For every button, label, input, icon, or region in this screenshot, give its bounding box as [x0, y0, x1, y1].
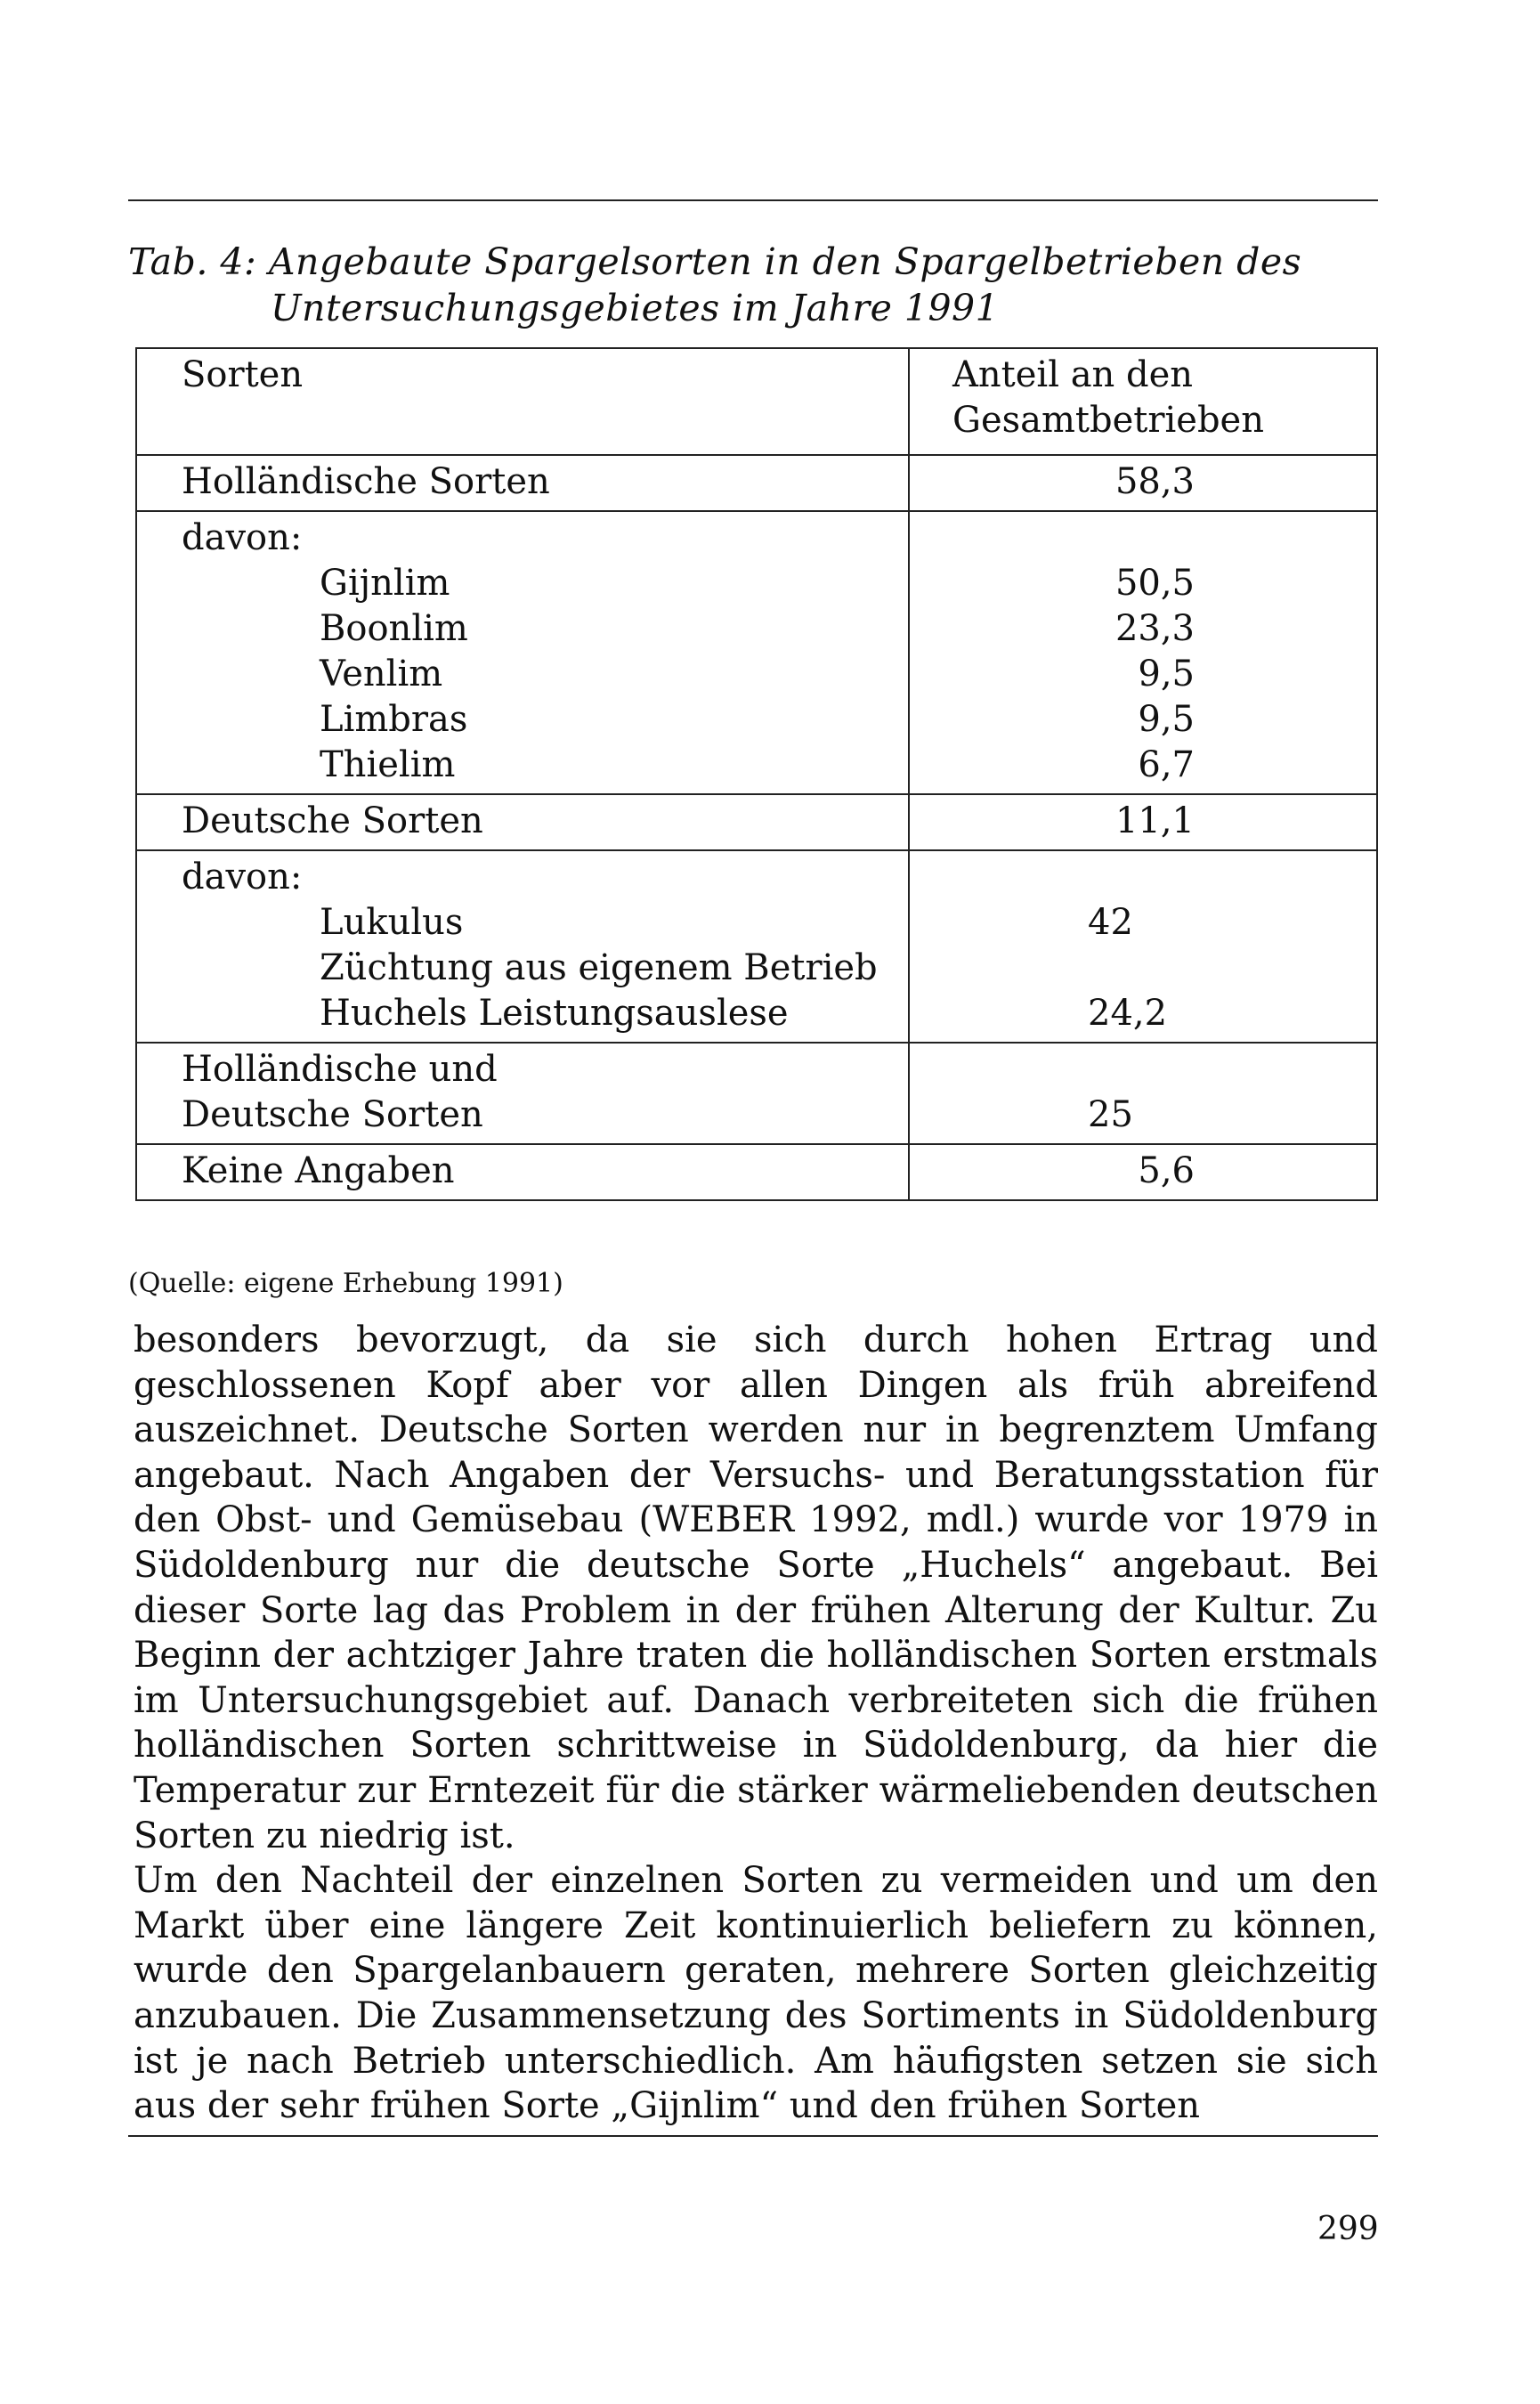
row-label-both: Holländische und Deutsche Sorten: [136, 1043, 909, 1144]
header-varieties: Sorten: [136, 348, 909, 455]
variety-name: Gijnlim: [320, 563, 450, 604]
variety-name: Thielim: [320, 744, 456, 785]
variety-value: 42: [1088, 902, 1133, 943]
dutch-breakdown-labels: davon: Gijnlim Boonlim Venlim Limbras Thielim: [136, 511, 909, 794]
row-value-none: 5,6: [909, 1144, 1377, 1200]
variety-name: Huchels Leistungsauslese: [320, 993, 789, 1034]
bottom-rule: [128, 2135, 1378, 2137]
german-breakdown-labels: davon: Lukulus Züchtung aus eigenem Betrieb Huchels Leistungsauslese: [136, 850, 909, 1043]
variety-value: 9,5: [1138, 654, 1195, 694]
varieties-table: [135, 347, 1378, 1201]
variety-name: Limbras: [320, 699, 468, 740]
variety-value: 23,3: [1114, 608, 1195, 649]
table-row: [136, 850, 1377, 1043]
row-value-german: 11,1: [909, 794, 1377, 850]
header-share: Anteil an den Gesamtbetrieben: [909, 348, 1377, 455]
table-row: [136, 1043, 1377, 1144]
row-label-german: Deutsche Sorten: [136, 794, 909, 850]
variety-value: 24,2: [1088, 993, 1168, 1034]
caption-line-1: Tab. 4: Angebaute Spargelsorten in den Spargelbetrieben des: [128, 240, 1302, 283]
variety-value: 6,7: [1138, 744, 1195, 785]
table-header-row: [136, 348, 1377, 455]
row-label-none: Keine Angaben: [136, 1144, 909, 1200]
row-value-dutch: 58,3: [909, 455, 1377, 511]
variety-name: Züchtung aus eigenem Betrieb: [320, 947, 878, 988]
variety-name: Boonlim: [320, 608, 468, 649]
table-source: (Quelle: eigene Erhebung 1991): [128, 1268, 563, 1299]
caption-line-2: Untersuchungsgebietes im Jahre 1991: [271, 287, 1000, 329]
variety-name: Lukulus: [320, 902, 464, 943]
table-row: [136, 1144, 1377, 1200]
variety-value: 50,5: [1114, 563, 1195, 604]
table-caption: [128, 239, 1392, 331]
row-label-dutch: Holländische Sorten: [136, 455, 909, 511]
dutch-breakdown-values: [909, 511, 1377, 794]
variety-name: Venlim: [320, 654, 443, 694]
paragraph: Um den Nachteil der einzelnen Sorten zu vermeiden und um den Markt über eine längere Zeit kontinuierlich beliefern zu können, wurde den Spargelanbauern geraten, mehrere Sorten gleichzeitig anzubauen. Die Zusammensetzung des Sortiments in Südoldenburg ist je nach Betrieb unterschiedlich. Am häufigsten setzen sie sich aus der sehr frühen Sorte „Gijnlim“ und den frühen Sorten: [134, 1860, 1378, 2127]
table-row: [136, 511, 1377, 794]
german-breakdown-values: [909, 850, 1377, 1043]
paragraph: besonders bevorzugt, da sie sich durch hohen Ertrag und geschlossenen Kopf aber vor allen Dingen als früh abreifend auszeichnet. Deutsche Sorten werden nur in begrenztem Umfang angebaut. Nach Angaben der Versuchs- und Beratungsstation für den Obst- und Gemüsebau (WEBER 1992, mdl.) wurde vor 1979 in Südoldenburg nur die deutsche Sorte „Huchels“ angebaut. Bei dieser Sorte lag das Problem in der frühen Alterung der Kultur. Zu Beginn der achtziger Jahre traten die holländischen Sorten erstmals im Untersuchungsgebiet auf. Danach verbreiteten sich die frühen holländischen Sorten schrittweise in Südoldenburg, da hier die Temperatur zur Erntezeit für die stärker wärmeliebenden deutschen Sorten zu niedrig ist.: [134, 1320, 1378, 1856]
body-text: [134, 1318, 1378, 2129]
row-value-both: 25: [909, 1043, 1377, 1144]
top-rule: [128, 199, 1378, 201]
page-number: 299: [1317, 2211, 1379, 2247]
variety-value: 9,5: [1138, 699, 1195, 740]
table-row: [136, 455, 1377, 511]
table-row: [136, 794, 1377, 850]
